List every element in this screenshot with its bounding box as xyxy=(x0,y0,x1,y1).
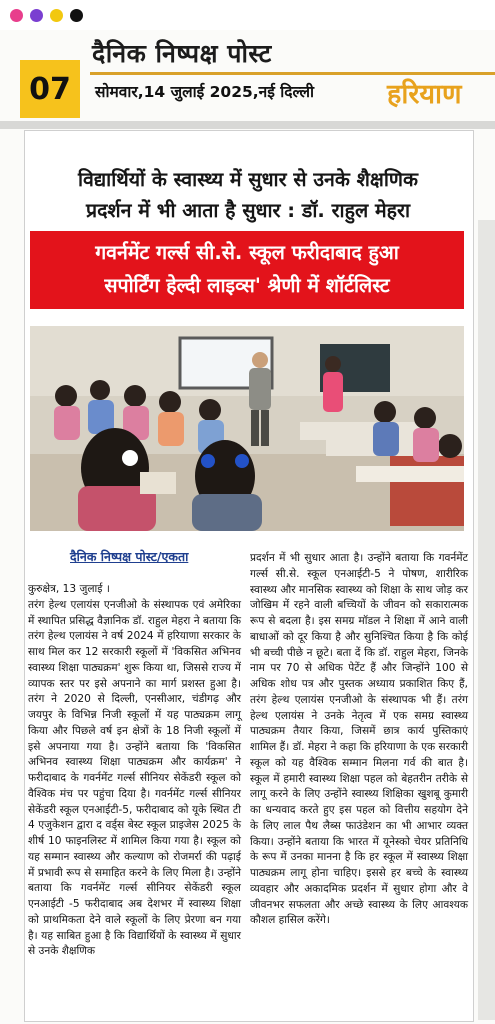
purple-dot-icon[interactable] xyxy=(30,9,43,22)
classroom-photo xyxy=(30,326,464,531)
headline-line-1: विद्यार्थियों के स्वास्थ्य में सुधार से उनके शैक्षणिक xyxy=(77,168,418,191)
masthead-band xyxy=(0,121,495,129)
article-column-2 xyxy=(250,551,468,929)
issue-dateline: सोमवार,14 जुलाई 2025,नई दिल्ली xyxy=(95,83,315,101)
article-column-1 xyxy=(28,582,241,960)
pink-dot-icon[interactable] xyxy=(10,9,23,22)
subhead-line-2: सपोर्टिंग हेल्दी लाइव्स' श्रेणी में शॉर्टलिस्ट xyxy=(104,274,390,297)
article-dateline: कुरुक्षेत्र, 13 जुलाई । xyxy=(28,583,110,595)
column-1-text: तरंग हेल्थ एलायंस एनजीओ के संस्थापक एवं अमेरिका में स्थापित प्रसिद्ध वैज्ञानिक डॉ. राहुल मेहरा ने बताया कि तरंग हेल्थ एलायंस ने वर्ष 2024 में हरियाणा सरकार के साथ मिल कर 12 सरकारी स्कूलों में 'विकसित अभिनव स्वास्थ्य शिक्षा पाठ्यक्रम' शुरू किया था, जिससे राज्य में व्यापक स्तर पर इसे अपनाने का मार्ग प्रशस्त हुआ है। तरंग ने 2020 से दिल्ली, एनसीआर, चंडीगढ़ और जयपुर के विभिन्न निजी स्कूलों में यह पाठ्यक्रम लागू किया और पिछले वर्ष इन क्षेत्रों के 18 निजी स्कूलों में इसे अपनाया गया है। उन्होंने बताया कि 'विकसित अभिनव स्वास्थ्य शिक्षा पाठ्यक्रम और कार्यक्रम' ने फरीदाबाद के गवर्नमेंट गर्ल्स सीनियर सेकेंडरी स्कूल को वैश्विक मंच पर पहुंचा दिया है। गवर्नमेंट गर्ल्स सीनियर सेकेंडरी स्कूल एनआईटी-5, फरीदाबाद को यूके स्थित टी 4 एजुकेशन द्वारा द वर्ड्स बेस्ट स्कूल प्राइजेस 2025 के शीर्ष 10 फाइनलिस्ट में शामिल किया गया है। स्कूल को यह सम्मान स्वास्थ्य और कल्याण को रोजमर्रा की पढ़ाई में प्रभावी रूप से समाहित करने के लिए मिला है। उन्होंने बताया कि गवर्नमेंट गर्ल्स सीनियर सेकेंडरी स्कूल एनआईटी -5 फरीदाबाद अब देशभर में स्वास्थ्य शिक्षा को प्राथमिकता देने वाले स्कूलों के लिए प्रेरणा बन गया है। यह साबित हुआ है कि विद्यार्थियों के स्वास्थ्य में सुधार से उनके शैक्षणिक xyxy=(28,598,241,958)
adjacent-page-edge xyxy=(478,220,495,1020)
headline-line-2: प्रदर्शन में भी आता है सुधार : डॉ. राहुल मेहरा xyxy=(85,199,411,222)
black-dot-icon[interactable] xyxy=(70,9,83,22)
page-number: 07 xyxy=(20,60,80,118)
article-subhead xyxy=(30,236,464,302)
column-2-text: प्रदर्शन में भी सुधार आता है। उन्होंने बताया कि गवर्नमेंट गर्ल्स सी.से. स्कूल एनआईटी-5 ने पोषण, शारीरिक स्वास्थ्य और मानसिक स्वास्थ्य को शिक्षा के साथ जोड़ कर जोखिम में रहने वाली बच्चियों के जीवन को सकारात्मक रूप से बदला है। इस समग्र मॉडल ने शिक्षा में आने वाली बाधाओं को दूर किया है और सुनिश्चित किया है कि कोई भी बच्ची पीछे न छूटे। बता दें कि डॉ. राहुल मेहरा, जिनके नाम पर 70 से अधिक पेटेंट हैं और जिन्होंने 100 से अधिक शोध पत्र और पुस्तक अध्याय प्रकाशित किए हैं, तरंग हेल्थ एलायंस एनजीओ के संस्थापक भी हैं। तरंग हेल्थ एलायंस ने उनके नेतृत्व में एक समग्र स्वास्थ्य पाठ्यक्रम तैयार किया, जिसमें छात्र कार्य पुस्तिकाएं शामिल हैं। डॉ. मेहरा ने कहा कि हरियाणा के एक सरकारी स्कूल को यह वैश्विक सम्मान मिलना गर्व की बात है। स्कूल में हमारी स्वास्थ्य शिक्षा पहल को बेहतरीन तरीके से लागू करने के लिए उन्होंने स्वास्थ्य शिक्षिका खुशबू कुमारी का धन्यवाद करते हुए इस पहल को वित्तीय सहयोग देने के लिए लाल पैथ लैब्स फाउंडेशन का भी आभार व्यक्त किया। उन्होंने बताया कि भारत में यूनेस्को चेयर प्रतिनिधि के रूप में उनका मानना है कि हर स्कूल में स्वास्थ्य शिक्षा पाठ्यक्रम लागू होना चाहिए। इससे हर बच्चे के स्वास्थ्य व्यवहार और अकादमिक प्रदर्शन में सुधार होगा और वे जीवनभर सफलता और अच्छे स्वास्थ्य के लिए आवश्यक कौशल हासिल करेंगे। xyxy=(250,552,468,927)
app-top-bar xyxy=(0,0,495,30)
newspaper-name: दैनिक निष्पक्ष पोस्ट xyxy=(92,39,272,68)
state-section-label: हरियाण xyxy=(387,79,462,110)
subhead-line-1: गवर्नमेंट गर्ल्स सी.से. स्कूल फरीदाबाद हुआ xyxy=(95,241,399,264)
article-headline xyxy=(28,164,468,226)
yellow-dot-icon[interactable] xyxy=(50,9,63,22)
classroom-photo-illustration xyxy=(30,326,464,531)
article-byline: दैनिक निष्पक्ष पोस्ट/एकता xyxy=(70,549,189,564)
